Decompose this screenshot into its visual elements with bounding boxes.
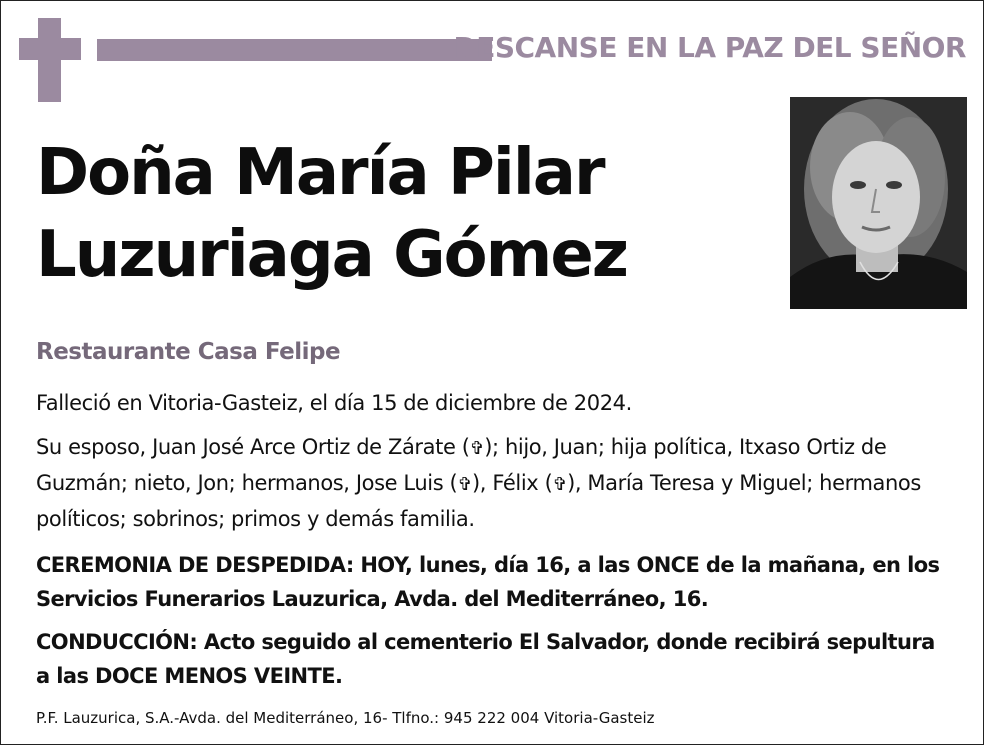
deceased-name — [36, 132, 776, 296]
header-rule — [97, 39, 492, 61]
cross-symbol-icon: ✞ — [469, 438, 485, 459]
funeral-home-footer: P.F. Lauzurica, S.A.-Avda. del Mediterráneo, 16- Tlfno.: 945 222 004 Vitoria-Gasteiz — [36, 709, 655, 727]
name-line-2: Luzuriaga Gómez — [36, 218, 627, 292]
ceremony-paragraph: CEREMONIA DE DESPEDIDA: HOY, lunes, día 16, a las ONCE de la mañana, en los Servicios Funerarios Lauzurica, Avda. del Mediterráneo, 16. — [36, 553, 940, 611]
family-text-4: ), María Teresa y Miguel; hermanos políticos; sobrinos; primos y demás familia. — [36, 471, 921, 531]
family-paragraph — [36, 430, 946, 537]
death-notice: Falleció en Vitoria-Gasteiz, el día 15 de diciembre de 2024. — [36, 391, 632, 415]
cross-symbol-icon: ✞ — [457, 474, 473, 495]
family-text-1: Su esposo, Juan José Arce Ortiz de Zárate ( — [36, 435, 470, 459]
portrait-photo — [790, 97, 967, 309]
business-name: Restaurante Casa Felipe — [36, 339, 341, 365]
conduction-paragraph: CONDUCCIÓN: Acto seguido al cementerio El Salvador, donde recibirá sepultura a las DOCE MENOS VEINTE. — [36, 630, 935, 688]
portrait-illustration — [790, 97, 967, 309]
family-text-3: ), Félix ( — [472, 471, 553, 495]
name-line-1: Doña María Pilar — [36, 136, 604, 210]
header-title: DESCANSE EN LA PAZ DEL SEÑOR — [453, 31, 966, 64]
cross-symbol-icon: ✞ — [552, 474, 568, 495]
family-text-2: ); hijo, Juan; hija política, Itxaso Ortiz de Guzmán; nieto, Jon; hermanos, Jose Luis ( — [36, 435, 887, 495]
